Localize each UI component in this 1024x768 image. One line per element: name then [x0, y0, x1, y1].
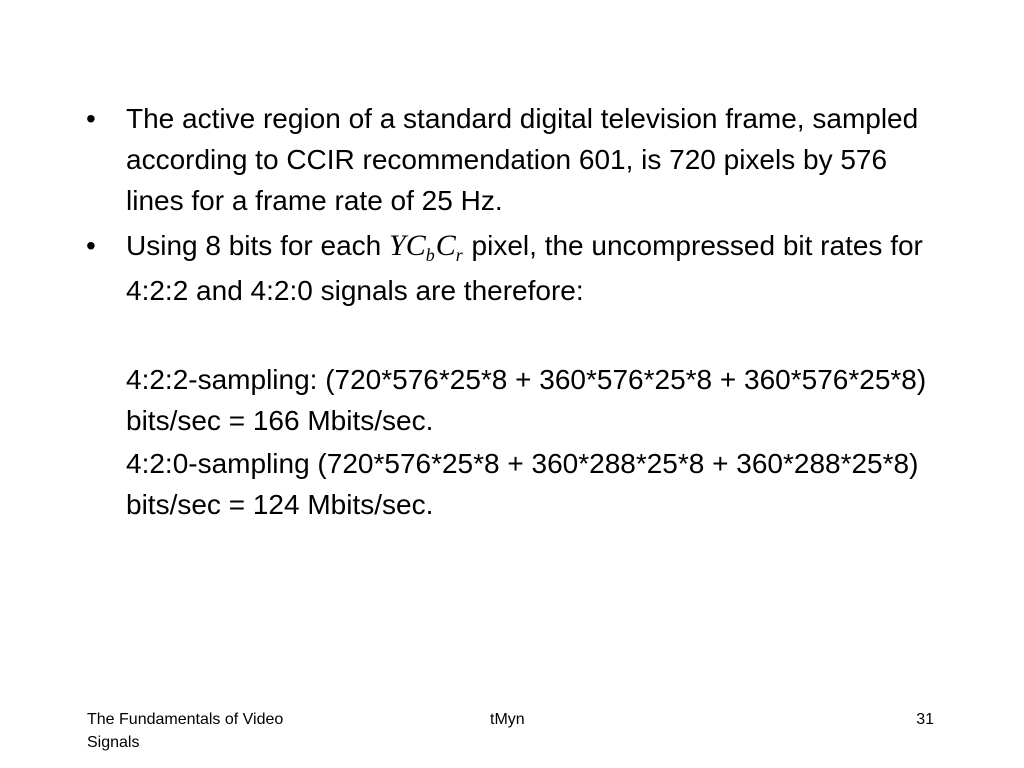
- calc-420: 4:2:0-sampling (720*576*25*8 + 360*288*25*8 + 360*288*25*8) bits/sec = 124 Mbits/sec.: [126, 448, 919, 520]
- bullet-text: The active region of a standard digital television frame, sampled according to CCIR recommendation 601, is 720 pixels by 576 lines for a frame rate of 25 Hz.: [126, 103, 919, 216]
- formula-sub-b: b: [425, 245, 435, 265]
- formula-c1: C: [405, 229, 426, 262]
- formula-sub-r: r: [455, 245, 463, 265]
- calc-422: 4:2:2-sampling: (720*576*25*8 + 360*576*25*8 + 360*576*25*8) bits/sec = 166 Mbits/sec.: [126, 364, 927, 436]
- slide-body: [86, 98, 936, 525]
- formula-c2: C: [435, 229, 456, 262]
- bullet-text-after: pixel, the uncompressed bit rates for 4:2:2 and 4:2:0 signals are therefore:: [126, 230, 923, 306]
- slide-number: 31: [916, 711, 934, 728]
- bullet-marker: •: [86, 103, 96, 134]
- bullet-item-ccir: [86, 98, 936, 221]
- footer-title: The Fundamentals of Video Signals: [87, 711, 284, 751]
- ycbcr-formula: [389, 229, 464, 265]
- bullet-text-before: Using 8 bits for each: [126, 230, 390, 261]
- bullet-marker: •: [86, 230, 96, 261]
- footer-author: tMyn: [490, 711, 525, 728]
- bullet-item-bitrate: [86, 225, 936, 311]
- formula-y: Y: [389, 229, 406, 262]
